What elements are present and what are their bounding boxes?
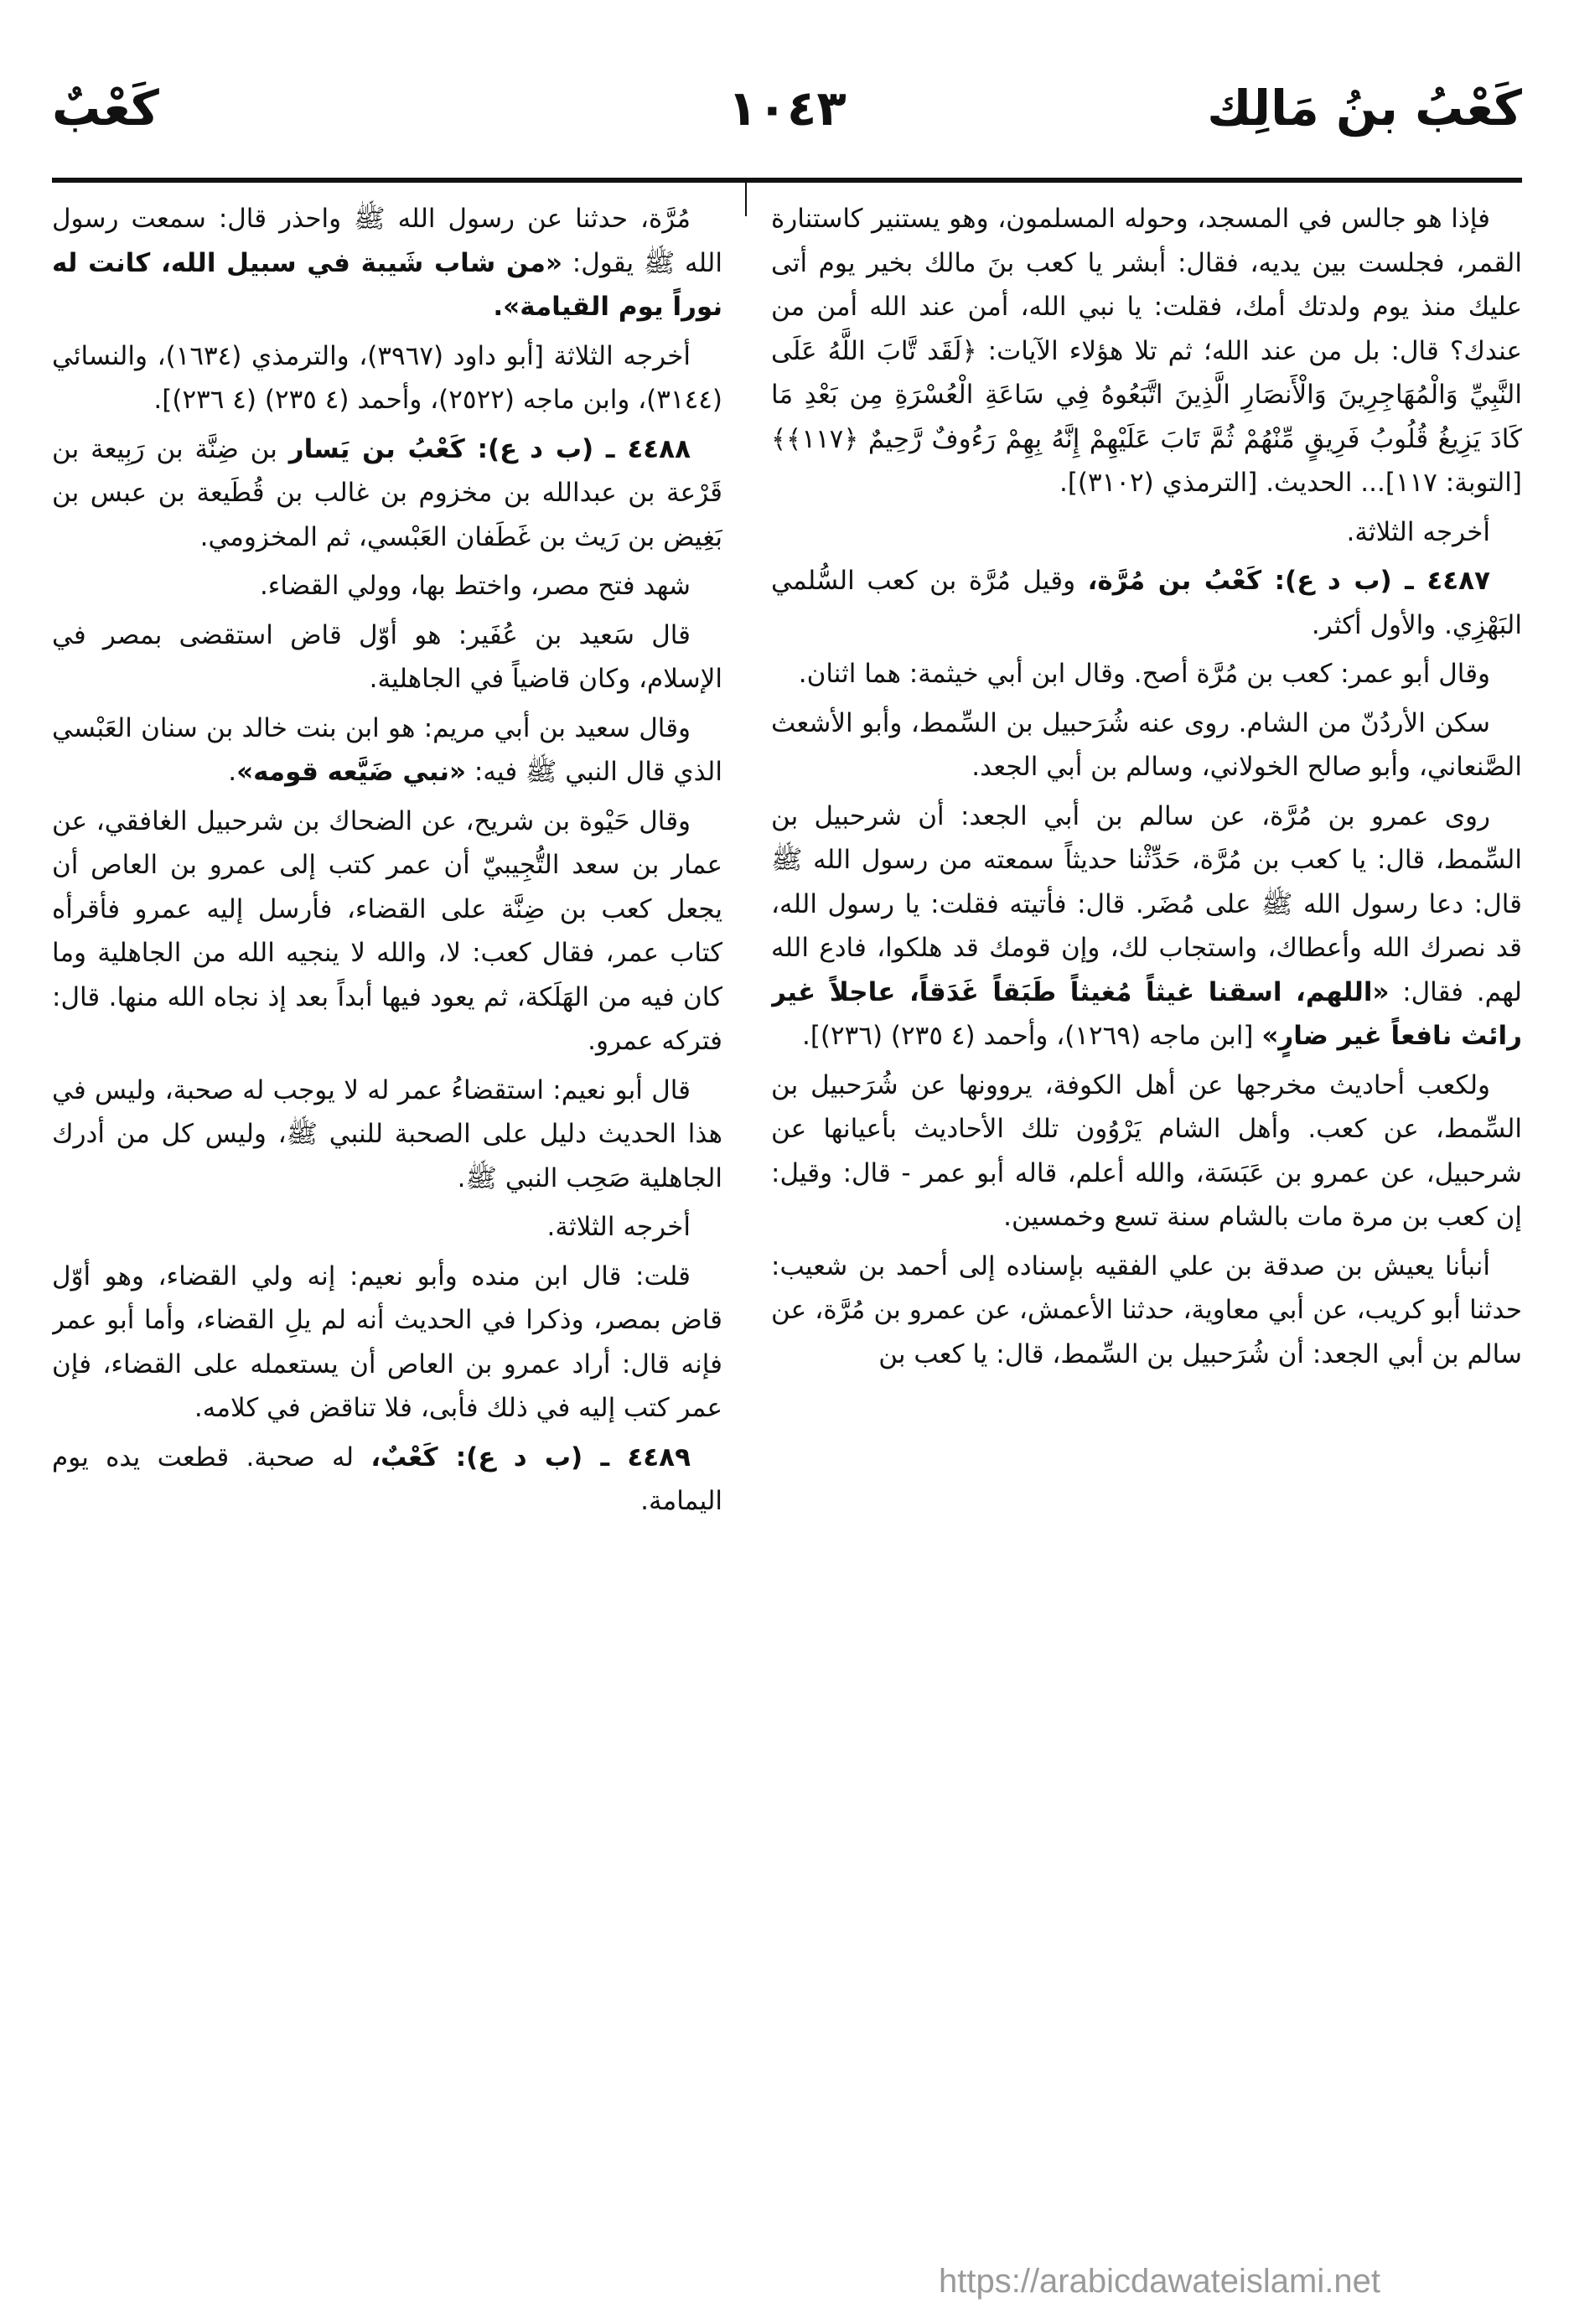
- text-segment: شهد فتح مصر، واختط بها، وولي القضاء.: [259, 571, 691, 601]
- paragraph: [52, 197, 722, 329]
- paragraph: [771, 701, 1522, 789]
- header-rule: [52, 178, 1522, 183]
- paragraph: [771, 652, 1522, 696]
- watermark: https://arabicdawateislami.net: [939, 2263, 1380, 2300]
- bold-text: «اللهم، اسقنا غيثاً مُغيثاً طَبَقاً غَدَقاً، عاجلاً غير رائث نافعاً غير ضارٍ»: [771, 976, 1522, 1051]
- text-segment: سكن الأردُنّ من الشام. روى عنه شُرَحبيل بن السِّمط، وأبو الأشعث الصَّنعاني، وأبو صالح الخولاني، وسالم بن أبي الجعد.: [771, 707, 1522, 782]
- bold-text: ٤٤٨٩ ـ (ب د ع): كَعْبٌ،: [370, 1442, 691, 1473]
- paragraph: [771, 197, 1522, 505]
- paragraph: [52, 334, 722, 422]
- text-segment: أخرجه الثلاثة.: [546, 1212, 691, 1242]
- running-title-right: كَعْبُ بنُ مَالِك: [1207, 80, 1522, 137]
- paragraph: [771, 559, 1522, 647]
- text-segment: فإذا هو جالس في المسجد، وحوله المسلمون، وهو يستنير كاستنارة القمر، فجلست بين يديه، فقال: أبشر يا كعب بنَ مالك بخير يوم أتى عليك منذ يوم ولدتك أمك، فقلت: يا نبي الله، أمن عند الله أمن من عندك؟ قال: بل من عند الله؛ ثم تلا هؤلاء الآيات: ﴿لَقَد تَّابَ اللَّهُ عَلَى النَّبِيِّ وَالْمُهَاجِرِينَ وَالْأَنصَارِ الَّذِينَ اتَّبَعُوهُ فِي سَاعَةِ الْعُسْرَةِ مِن بَعْدِ مَا كَادَ يَزِيغُ قُلُوبُ فَرِيقٍ مِّنْهُمْ ثُمَّ تَابَ عَلَيْهِمْ إِنَّهُ بِهِمْ رَءُوفٌ رَّحِيمٌ ﴿١١٧﴾﴾ [التوبة: ١١٧]... الحديث. [الترمذي (٣١٠٢)].: [771, 204, 1522, 498]
- paragraph: [771, 510, 1522, 555]
- paragraph: [52, 1069, 722, 1201]
- text-segment: قلت: قال ابن منده وأبو نعيم: إنه ولي القضاء، وهو أوّل قاض بمصر، وذكرا في الحديث أنه لم يلِ القضاء، وأما أبو عمر فإنه قال: أراد عمرو بن العاص أن يستعمله على القضاء، فإن عمر كتب إليه في ذلك فأبى، فلا تناقض في كلامه.: [52, 1260, 722, 1423]
- text-segment: روى عمرو بن مُرَّة، عن سالم بن أبي الجعد: أن شرحبيل بن السِّمط، قال: يا كعب بن مُرَّة، حَدِّثْنا حديثاً سمعته من رسول الله ﷺ قال: دعا رسول الله ﷺ على مُضَر. قال: فأتيته فقلت: يا رسول الله، قد نصرك الله وأعطاك، واستجاب لك، وإن قومك قد هلكوا، فادع الله لهم. فقال:: [771, 800, 1522, 1007]
- text-segment: وقال حَيْوة بن شريح، عن الضحاك بن شرحبيل الغافقي، عن عمار بن سعد التُّجِيبيّ أن عمر كتب إلى عمرو بن العاص أن يجعل كعب بن ضِنَّة على القضاء، فأرسل إليه عمرو فأقرأه كتاب عمر، فقال كعب: لا، والله لا ينجيه الله من الجاهلية وما كان فيه من الهَلَكة، ثم يعود فيها أبداً بعد إذ نجاه الله منها. قال: فتركه عمرو.: [52, 805, 722, 1056]
- text-segment: وقال سعيد بن أبي مريم: هو ابن بنت خالد بن سنان العَبْسي الذي قال النبي ﷺ فيه:: [52, 712, 722, 787]
- column-divider: [745, 183, 747, 216]
- page-number: ١٠٤٣: [727, 80, 847, 137]
- paragraph: [52, 613, 722, 701]
- text-segment: ولكعب أحاديث مخرجها عن أهل الكوفة، يروونها عن شُرَحبيل بن السِّمط، عن كعب. وأهل الشام يَرْوُون تلك الأحاديث بأعيانها عن شرحبيل، عن عمرو بن عَبَسَة، والله أعلم، قاله أبو عمر - قال: وقيل: إن كعب بن مرة مات بالشام سنة تسع وخمسين.: [771, 1069, 1522, 1232]
- paragraph: [52, 564, 722, 608]
- bold-text: «من شاب شَيبة في سبيل الله، كانت له نوراً يوم القيامة».: [52, 247, 722, 322]
- text-segment: مُرَّة، حدثنا عن رسول الله ﷺ واحذر قال: سمعت رسول الله ﷺ يقول:: [52, 204, 722, 278]
- text-segment: له صحبة. قطعت يده يوم اليمامة.: [52, 1442, 722, 1516]
- paragraph: [771, 795, 1522, 1058]
- bold-text: ٤٤٨٧ ـ (ب د ع): كَعْبُ بن مُرَّة،: [1087, 566, 1490, 596]
- running-title-left: كَعْبٌ: [52, 80, 159, 137]
- paragraph: [52, 427, 722, 560]
- paragraph: [52, 1436, 722, 1524]
- text-segment: قال أبو نعيم: استقضاءُ عمر له لا يوجب له صحبة، وليس في هذا الحديث دليل على الصحبة للنبي ﷺ، وليس كل من أدرك الجاهلية صَحِب النبي ﷺ.: [52, 1074, 722, 1193]
- text-segment: بن ضِنَّة بن رَبِيعة بن قَرْعة بن عبدالله بن مخزوم بن غالب بن قُطَيعة بن عبس بن بَغِيض بن رَيث بن غَطَفان العَبْسي، ثم المخزومي.: [52, 433, 722, 552]
- paragraph: [52, 1255, 722, 1431]
- right-column: [771, 197, 1522, 2242]
- paragraph: [52, 707, 722, 795]
- paragraph: [52, 1205, 722, 1250]
- text-segment: أنبأنا يعيش بن صدقة بن علي الفقيه بإسناده إلى أحمد بن شعيب: حدثنا أبو كريب، عن أبي معاوية، حدثنا الأعمش، عن عمرو بن مُرَّة، عن سالم بن أبي الجعد: أن شُرَحبيل بن السِّمط، قال: يا كعب بن: [771, 1250, 1522, 1369]
- text-segment: أخرجه الثلاثة.: [1346, 516, 1490, 547]
- text-segment: وقيل مُرَّة بن كعب السُّلمي البَهْزِي. والأول أكثر.: [771, 566, 1522, 640]
- text-segment: وقال أبو عمر: كعب بن مُرَّة أصح. وقال ابن أبي خيثمة: هما اثنان.: [798, 659, 1490, 689]
- paragraph: [771, 1245, 1522, 1377]
- paragraph: [771, 1064, 1522, 1240]
- bold-text: ٤٤٨٨ ـ (ب د ع): كَعْبُ بن يَسار: [288, 433, 691, 464]
- bold-text: «نبي ضَيَّعه قومه»: [236, 757, 467, 787]
- paragraph: [52, 800, 722, 1064]
- text-segment: .: [228, 757, 237, 787]
- text-segment: قال سَعيد بن عُفَير: هو أوّل قاض استقضى بمصر في الإسلام، وكان قاضياً في الجاهلية.: [52, 619, 722, 694]
- left-column: [52, 197, 722, 2242]
- text-segment: [ابن ماجه (١٢٦٩)، وأحمد (٤ ٢٣٥) (٢٣٦)].: [801, 1021, 1262, 1051]
- text-segment: أخرجه الثلاثة [أبو داود (٣٩٦٧)، والترمذي (١٦٣٤)، والنسائي (٣١٤٤)، وابن ماجه (٢٥٢٢)، وأحمد (٤ ٢٣٥) (٤ ٢٣٦)].: [52, 340, 722, 415]
